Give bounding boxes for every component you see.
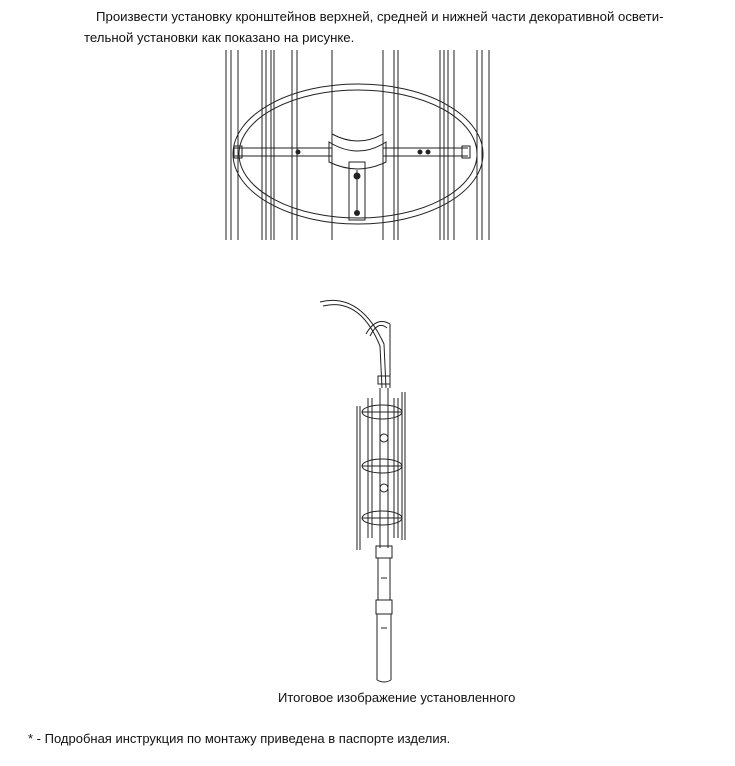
- instruction-text: [84, 6, 696, 48]
- instruction-line-2: тельной установки как показано на рисунке.: [84, 30, 355, 45]
- figure-caption: Итоговое изображение установленного: [278, 690, 516, 705]
- footnote: * - Подробная инструкция по монтажу приведена в паспорте изделия.: [28, 731, 451, 746]
- lamp-post-figure: [310, 288, 420, 684]
- bracket-detail-figure: [222, 50, 494, 242]
- bracket-detail-drawing-icon: [222, 50, 494, 242]
- instruction-line-1: Произвести установку кронштейнов верхней, средней и нижней части декоративной освети-: [96, 9, 664, 24]
- lamp-post-assembly-drawing-icon: [310, 288, 420, 684]
